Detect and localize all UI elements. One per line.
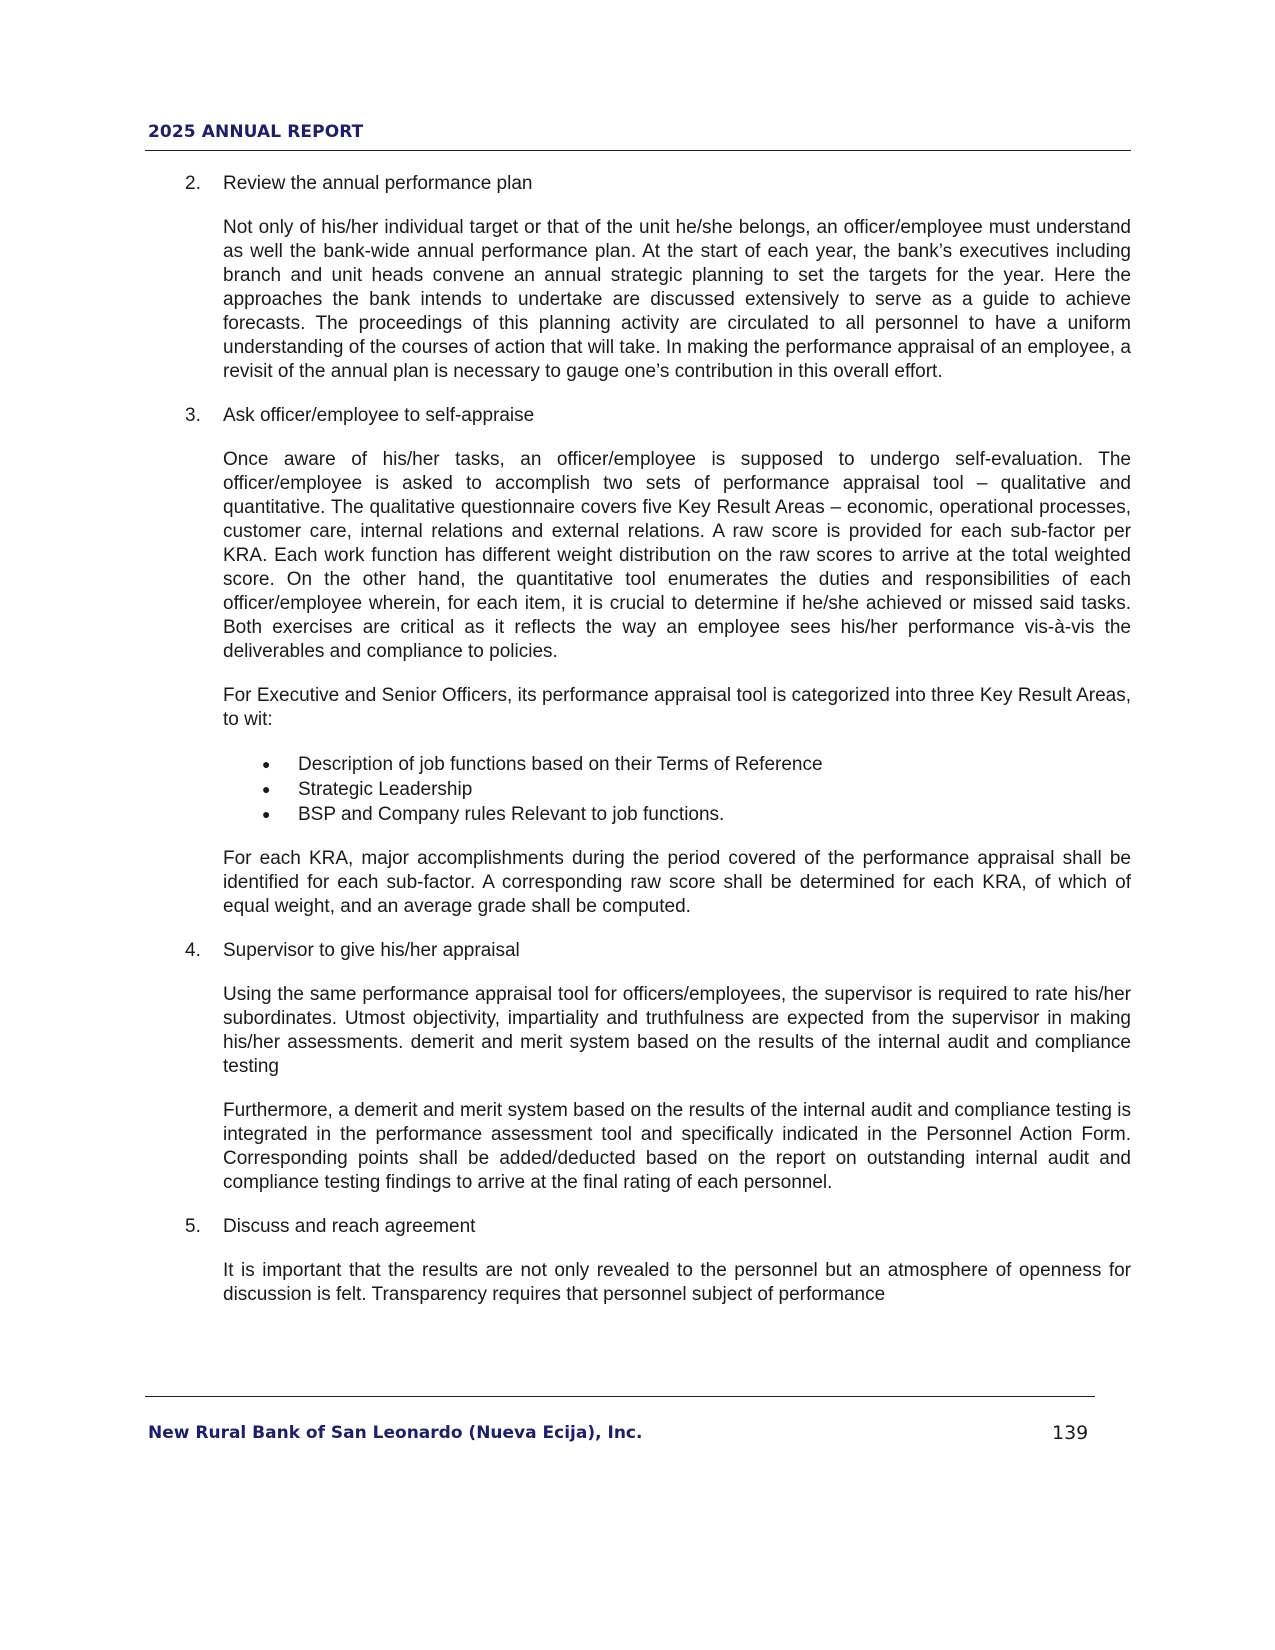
- page-number: 139: [1052, 1422, 1089, 1444]
- bullet-item: [223, 752, 1131, 777]
- item-number: 2.: [185, 173, 201, 194]
- paragraph: Using the same performance appraisal tool for officers/employees, the supervisor is required to rate his/her subordinates. Utmost objectivity, impartiality and truthfulness are expected from the supervisor in making his/her assessments. demerit and merit system based on the results of the internal audit and compliance testing: [223, 984, 1131, 1077]
- bullet-item: [223, 802, 1131, 827]
- bullet-icon: ●: [262, 806, 271, 822]
- paragraph: For each KRA, major accomplishments during the period covered of the performance appraisal shall be identified for each sub-factor. A corresponding raw score shall be determined for each KRA, of which of equal weight, and an average grade shall be computed.: [223, 848, 1131, 917]
- item-number: 4.: [185, 940, 201, 961]
- list-item: [145, 172, 1131, 384]
- bullet-icon: ●: [262, 781, 271, 797]
- item-heading: Ask officer/employee to self-appraise: [223, 405, 535, 426]
- paragraph: Once aware of his/her tasks, an officer/employee is supposed to undergo self-evaluation. The officer/employee is asked to accomplish two sets of performance appraisal tool – qualitative and quantitative. The qualitative questionnaire covers five Key Result Areas – economic, operational processes, customer care, internal relations and external relations. A raw score is provided for each sub-factor per KRA. Each work function has different weight distribution on the raw scores to arrive at the total weighted score. On the other hand, the quantitative tool enumerates the duties and responsibilities of each officer/employee wherein, for each item, it is crucial to determine if he/she achieved or missed said tasks. Both exercises are critical as it reflects the way an employee sees his/her performance vis-à-vis the deliverables and compliance to policies.: [223, 449, 1131, 662]
- list-item: [145, 404, 1131, 919]
- bullet-text: Strategic Leadership: [298, 779, 473, 800]
- list-item: [145, 1215, 1131, 1307]
- paragraph: It is important that the results are not only revealed to the personnel but an atmosphere of openness for discussion is felt. Transparency requires that personnel subject of performance: [223, 1260, 1131, 1305]
- footer-bank-name: New Rural Bank of San Leonardo (Nueva Ecija), Inc.: [148, 1423, 643, 1443]
- paragraph: Furthermore, a demerit and merit system based on the results of the internal audit and compliance testing is integrated in the performance assessment tool and specifically indicated in the Personnel Action Form. Corresponding points shall be added/deducted based on the report on outstanding internal audit and compliance testing findings to arrive at the final rating of each personnel.: [223, 1100, 1131, 1193]
- bullet-text: Description of job functions based on their Terms of Reference: [298, 754, 823, 775]
- item-number: 5.: [185, 1216, 201, 1237]
- list-item: [145, 939, 1131, 1195]
- item-heading-row: [145, 1215, 1131, 1239]
- item-heading: Supervisor to give his/her appraisal: [223, 940, 520, 961]
- paragraph: Not only of his/her individual target or that of the unit he/she belongs, an officer/employee must understand as well the bank-wide annual performance plan. At the start of each year, the bank’s executives including branch and unit heads convene an annual strategic planning to set the targets for the year. Here the approaches the bank intends to undertake are discussed extensively to serve as a guide to achieve forecasts. The proceedings of this planning activity are circulated to all personnel to have a uniform understanding of the courses of action that will take. In making the performance appraisal of an employee, a revisit of the annual plan is necessary to gauge one’s contribution in this overall effort.: [223, 217, 1131, 382]
- header-divider: [145, 150, 1131, 151]
- item-heading: Discuss and reach agreement: [223, 1216, 476, 1237]
- item-heading-row: [145, 172, 1131, 196]
- bullet-item: [223, 777, 1131, 802]
- item-heading-row: [145, 939, 1131, 963]
- item-number: 3.: [185, 405, 201, 426]
- item-heading: Review the annual performance plan: [223, 173, 533, 194]
- footer-divider: [145, 1396, 1095, 1397]
- document-body: [145, 172, 1131, 1327]
- bullet-icon: ●: [262, 756, 271, 772]
- bullet-text: BSP and Company rules Relevant to job functions.: [298, 804, 725, 825]
- item-heading-row: [145, 404, 1131, 428]
- report-header-title: 2025 ANNUAL REPORT: [148, 122, 364, 142]
- paragraph: For Executive and Senior Officers, its performance appraisal tool is categorized into three Key Result Areas, to wit:: [223, 685, 1131, 730]
- bullet-list: [223, 752, 1131, 827]
